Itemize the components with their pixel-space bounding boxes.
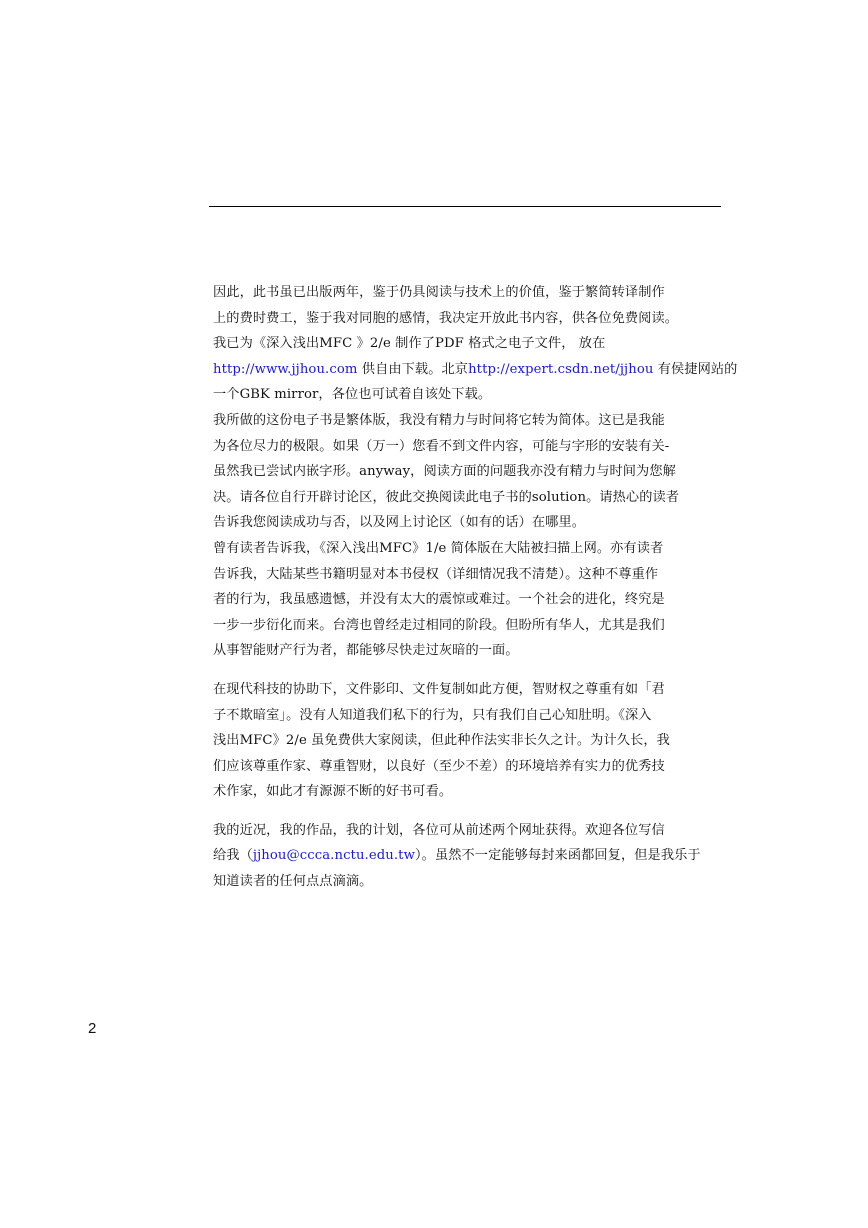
paragraph-open-release xyxy=(213,280,738,408)
text-line: 上的费时费工，鉴于我对同胞的感情，我决定开放此书内容，供各位免费阅读。 xyxy=(213,310,679,326)
paragraph-contact xyxy=(213,818,723,895)
email-link[interactable]: jjhou@ccca.nctu.edu.tw xyxy=(252,848,415,864)
text-fragment: ）。虽然不一定能够每封来函都回复，但是我乐于 xyxy=(414,848,701,864)
page-number: 2 xyxy=(88,1020,97,1037)
text-line: 我的近况，我的作品，我的计划，各位可从前述两个网址获得。欢迎各位写信 xyxy=(213,822,665,838)
text-line-email xyxy=(213,843,723,869)
text-line: 从事智能财产行为者，都能够尽快走过灰暗的一面。 xyxy=(213,643,519,659)
text-line: 决。请各位自行开辟讨论区，彼此交换阅读此电子书的solution。请热心的读者 xyxy=(213,489,680,505)
text-line: 浅出MFC》2/e 虽免费供大家阅读，但此种作法实非长久之计。为计久长，我 xyxy=(213,733,670,749)
text-line: 因此，此书虽已出版两年，鉴于仍具阅读与技术上的价值，鉴于繁简转译制作 xyxy=(213,285,665,300)
text-line: 告诉我，大陆某些书籍明显对本书侵权（详细情况我不清楚）。这种不尊重作 xyxy=(213,566,659,582)
text-line: 子不欺暗室」。没有人知道我们私下的行为，只有我们自己心知肚明。《深入 xyxy=(213,707,652,723)
text-line: 一步一步衍化而来。台湾也曾经走过相同的阶段。但盼所有华人，尤其是我们 xyxy=(213,617,665,633)
text-line: 者的行为，我虽感遗憾，并没有太大的震惊或难过。一个社会的进化，终究是 xyxy=(213,592,665,608)
text-fragment: 给我（ xyxy=(213,848,253,864)
paragraph-traditional-edition xyxy=(213,408,723,536)
text-line: 一个GBK mirror，各位也可试着自该处下载。 xyxy=(213,387,492,403)
paragraph-gap xyxy=(213,664,723,677)
text-line: 术作家，如此才有源源不断的好书可看。 xyxy=(213,784,453,800)
paragraph-piracy xyxy=(213,536,723,664)
text-fragment: 供自由下载。北京 xyxy=(357,361,469,377)
text-line: 告诉我您阅读成功与否，以及网上讨论区（如有的话）在哪里。 xyxy=(213,515,586,531)
paragraph-ip-respect xyxy=(213,677,723,805)
document-body xyxy=(213,280,738,895)
text-line: 们应该尊重作家、尊重智财，以良好（至少不差）的环境培养有实力的优秀技 xyxy=(213,758,665,774)
jjhou-site-link[interactable]: http://www.jjhou.com xyxy=(213,361,358,377)
text-line: 曾有读者告诉我，《深入浅出MFC》1/e 简体版在大陆被扫描上网。亦有读者 xyxy=(213,540,664,556)
text-line: 知道读者的任何点点滴滴。 xyxy=(213,874,373,890)
text-fragment: 有侯捷网站的 xyxy=(653,361,738,377)
paragraph-gap xyxy=(213,805,723,818)
header-rule xyxy=(209,206,721,207)
text-line: 为各位尽力的极限。如果（万一）您看不到文件内容，可能与字形的安装有关- xyxy=(213,438,670,454)
text-line: 在现代科技的协助下，文件影印、文件复制如此方便，智财权之尊重有如「君 xyxy=(213,681,665,697)
text-line-links xyxy=(213,357,738,383)
csdn-mirror-link[interactable]: http://expert.csdn.net/jjhou xyxy=(468,361,654,377)
text-line: 我已为《深入浅出MFC 》2/e 制作了PDF 格式之电子文件， 放在 xyxy=(213,336,606,352)
text-line: 虽然我已尝试内嵌字形。anyway，阅读方面的问题我亦没有精力与时间为您解 xyxy=(213,464,676,480)
text-line: 我所做的这份电子书是繁体版，我没有精力与时间将它转为简体。这已是我能 xyxy=(213,412,665,428)
